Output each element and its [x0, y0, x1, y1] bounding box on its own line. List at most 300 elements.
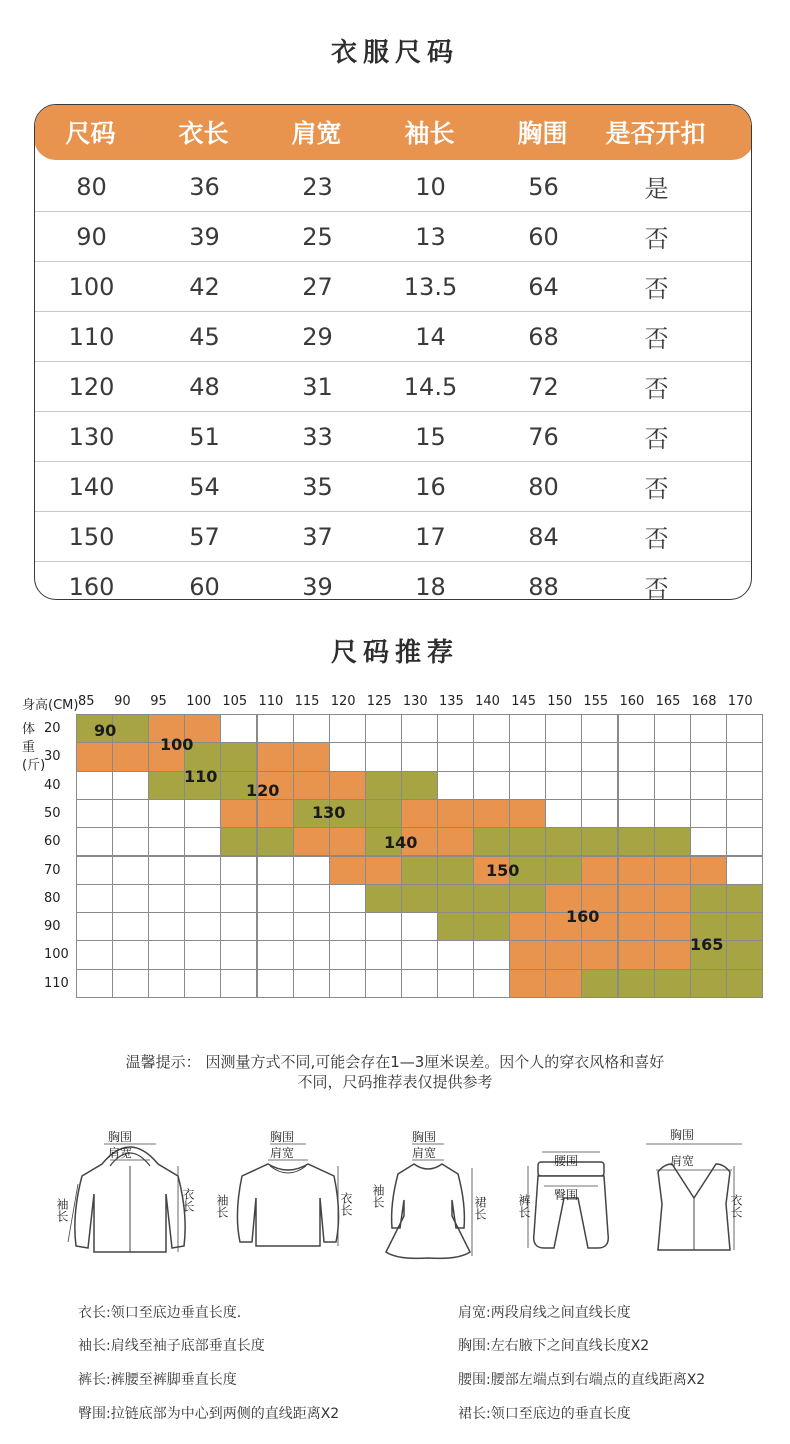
size-table-cell: 25 — [302, 222, 333, 251]
recommended-size-label: 90 — [94, 721, 117, 740]
grid-cell — [112, 714, 149, 743]
grid-cell — [581, 940, 618, 969]
weight-label: 110 — [44, 975, 69, 991]
height-label: 145 — [511, 694, 537, 709]
dress-chest-label: 胸围 — [412, 1130, 437, 1144]
grid-cell — [148, 940, 185, 969]
dress-diagram — [368, 1124, 488, 1264]
grid-cell — [329, 742, 366, 771]
grid-cell — [581, 969, 618, 998]
grid-cell — [112, 827, 149, 856]
grid-cell — [257, 827, 294, 856]
grid-cell — [365, 771, 402, 800]
grid-cell — [76, 827, 113, 856]
weight-label: 50 — [44, 805, 61, 821]
grid-cell — [654, 799, 691, 828]
weight-axis-label: 体重(斤) — [22, 722, 46, 773]
size-table-cell: 13 — [415, 222, 446, 251]
grid-cell — [618, 940, 655, 969]
grid-cell — [581, 799, 618, 828]
weight-label: 30 — [44, 749, 61, 765]
grid-cell — [112, 969, 149, 998]
grid-cell — [473, 940, 510, 969]
weight-label: 100 — [44, 947, 69, 963]
grid-cell — [365, 940, 402, 969]
size-table-cell: 39 — [302, 572, 333, 600]
dress-shoulder-label: 肩宽 — [412, 1146, 437, 1160]
grid-cell — [473, 969, 510, 998]
grid-cell — [545, 827, 582, 856]
size-header-cell: 是否开扣 — [605, 119, 706, 148]
grid-cell — [618, 969, 655, 998]
grid-cell — [654, 771, 691, 800]
size-table-cell: 72 — [528, 372, 559, 401]
size-table-cell: 42 — [189, 272, 220, 301]
size-table-cell: 36 — [189, 172, 220, 201]
weight-label: 90 — [44, 919, 61, 935]
def-chest: 胸围:左右腋下之间直线长度X2 — [458, 1338, 650, 1354]
grid-cell — [401, 799, 438, 828]
size-table-cell: 110 — [68, 322, 115, 351]
size-table-cell: 否 — [644, 425, 669, 453]
grid-cell — [726, 799, 763, 828]
grid-cell — [545, 714, 582, 743]
pants-waist-label: 腰围 — [554, 1154, 579, 1168]
height-label: 90 — [114, 694, 131, 709]
recommended-size-label: 130 — [312, 803, 346, 822]
grid-cell — [220, 856, 257, 885]
clothes-size-title: 衣服尺码 — [330, 38, 459, 68]
size-table-cell: 150 — [68, 522, 115, 551]
grid-cell — [509, 714, 546, 743]
grid-cell — [112, 771, 149, 800]
grid-cell — [437, 969, 474, 998]
size-header-cell: 衣长 — [178, 119, 229, 148]
def-hip: 臀围:拉链底部为中心到两侧的直线距离X2 — [78, 1406, 340, 1422]
size-table-cell: 140 — [68, 472, 115, 501]
grid-cell — [437, 742, 474, 771]
tip-line-2: 不同，尺码推荐表仅提供参考 — [297, 1073, 493, 1091]
grid-cell — [76, 799, 113, 828]
grid-cell — [184, 940, 221, 969]
sweater-sleeve-label: 袖长 — [215, 1194, 229, 1218]
grid-cell — [618, 856, 655, 885]
grid-cell — [257, 969, 294, 998]
size-table-cell: 15 — [415, 422, 446, 451]
grid-cell — [473, 912, 510, 941]
tip-line-1: 温馨提示： 因测量方式不同,可能会存在1—3厘米误差。因个人的穿衣风格和喜好 — [125, 1053, 665, 1071]
grid-cell — [293, 940, 330, 969]
grid-cell — [257, 912, 294, 941]
grid-cell — [690, 884, 727, 913]
size-table-cell: 90 — [76, 222, 107, 251]
grid-cell — [654, 940, 691, 969]
grid-cell — [329, 771, 366, 800]
table-row — [35, 362, 751, 412]
jacket-chest-label: 胸围 — [108, 1130, 133, 1144]
height-label: 120 — [330, 694, 356, 709]
grid-cell — [257, 714, 294, 743]
size-table-cell: 10 — [415, 172, 446, 201]
grid-cell — [437, 884, 474, 913]
grid-cell — [509, 742, 546, 771]
vest-diagram — [634, 1124, 754, 1264]
size-table-cell: 否 — [644, 275, 669, 303]
dress-sleeve-label: 袖长 — [371, 1184, 385, 1208]
grid-cell — [220, 969, 257, 998]
grid-cell — [618, 771, 655, 800]
grid-cell — [329, 884, 366, 913]
grid-cell — [437, 912, 474, 941]
size-table-cell: 33 — [302, 422, 333, 451]
grid-cell — [401, 742, 438, 771]
size-table-header — [34, 104, 752, 160]
grid-cell — [654, 742, 691, 771]
weight-label: 60 — [44, 834, 61, 850]
grid-cell — [220, 827, 257, 856]
size-table-cell: 16 — [415, 472, 446, 501]
grid-cell — [220, 799, 257, 828]
size-recommendation-grid — [0, 685, 790, 1005]
grid-cell — [329, 827, 366, 856]
grid-cell — [509, 912, 546, 941]
grid-cell — [220, 884, 257, 913]
grid-cell — [726, 884, 763, 913]
grid-cell — [184, 827, 221, 856]
grid-cell — [184, 969, 221, 998]
size-header-cell: 胸围 — [517, 119, 568, 148]
grid-cell — [581, 856, 618, 885]
size-table-cell: 76 — [528, 422, 559, 451]
size-table-cell: 64 — [528, 272, 559, 301]
grid-cell — [509, 884, 546, 913]
jacket-shoulder-label: 肩宽 — [108, 1146, 133, 1160]
grid-cell — [76, 771, 113, 800]
grid-cell — [401, 912, 438, 941]
grid-cell — [365, 969, 402, 998]
size-table-cell: 31 — [302, 372, 333, 401]
height-label: 110 — [258, 694, 284, 709]
size-table-cell: 否 — [644, 475, 669, 503]
dress-length-label: 裙长 — [473, 1196, 487, 1220]
grid-cell — [509, 969, 546, 998]
height-label: 95 — [150, 694, 167, 709]
height-axis-label: 身高(CM) — [22, 698, 79, 713]
grid-cell — [690, 827, 727, 856]
grid-cell — [293, 771, 330, 800]
height-label: 155 — [583, 694, 609, 709]
grid-cell — [690, 714, 727, 743]
grid-cell — [581, 742, 618, 771]
size-table-cell: 否 — [644, 225, 669, 253]
size-header-cell: 肩宽 — [291, 119, 342, 148]
grid-cell — [726, 940, 763, 969]
grid-cell — [148, 912, 185, 941]
grid-cell — [437, 714, 474, 743]
grid-cell — [184, 884, 221, 913]
measurement-tip — [0, 1052, 790, 1092]
size-table-cell: 37 — [302, 522, 333, 551]
size-table-cell: 60 — [528, 222, 559, 251]
height-label: 85 — [78, 694, 95, 709]
grid-cell — [293, 912, 330, 941]
size-table-cell: 120 — [68, 372, 115, 401]
grid-cell — [726, 856, 763, 885]
size-table-cell: 54 — [189, 472, 220, 501]
grid-cell — [690, 969, 727, 998]
table-row — [35, 262, 751, 312]
grid-cell — [690, 742, 727, 771]
weight-label: 20 — [44, 721, 61, 736]
recommended-size-label: 165 — [690, 935, 724, 954]
grid-cell — [654, 827, 691, 856]
grid-cell — [257, 742, 294, 771]
grid-cell — [401, 969, 438, 998]
size-table-cell: 35 — [302, 472, 333, 501]
grid-cell — [690, 799, 727, 828]
grid-cell — [184, 799, 221, 828]
grid-cell — [618, 714, 655, 743]
pants-diagram — [508, 1124, 628, 1264]
grid-cell — [545, 856, 582, 885]
grid-cell — [437, 799, 474, 828]
jacket-sleeve-label: 袖长 — [55, 1198, 69, 1222]
grid-cell — [618, 884, 655, 913]
grid-cell — [76, 884, 113, 913]
grid-cell — [148, 771, 185, 800]
recommended-size-label: 150 — [486, 861, 520, 880]
grid-cell — [293, 856, 330, 885]
grid-cell — [581, 714, 618, 743]
grid-cell — [365, 884, 402, 913]
recommended-size-label: 120 — [246, 781, 280, 800]
size-table-cell: 100 — [68, 272, 115, 301]
size-table-cell: 80 — [76, 172, 107, 201]
height-label: 165 — [655, 694, 681, 709]
grid-cell — [618, 742, 655, 771]
grid-cell — [545, 940, 582, 969]
size-table-cell: 130 — [68, 422, 115, 451]
size-table-cell: 88 — [528, 572, 559, 600]
grid-cell — [257, 940, 294, 969]
grid-cell — [654, 856, 691, 885]
vest-length-label: 衣长 — [729, 1194, 743, 1218]
pants-hip-label: 臀围 — [554, 1188, 579, 1202]
grid-cell — [473, 884, 510, 913]
size-table-cell: 否 — [644, 325, 669, 353]
recommended-size-label: 160 — [566, 907, 600, 926]
height-label: 115 — [294, 694, 320, 709]
grid-cell — [220, 742, 257, 771]
grid-cell — [401, 940, 438, 969]
table-row — [35, 212, 751, 262]
size-table-cell: 27 — [302, 272, 333, 301]
size-table-cell: 57 — [189, 522, 220, 551]
grid-cell — [220, 940, 257, 969]
grid-cell — [112, 940, 149, 969]
grid-cell — [473, 799, 510, 828]
size-header-cell: 袖长 — [404, 119, 455, 148]
grid-cell — [726, 969, 763, 998]
grid-cell — [654, 969, 691, 998]
grid-cell — [329, 856, 366, 885]
grid-cell — [76, 856, 113, 885]
grid-cell — [76, 969, 113, 998]
size-table-cell: 29 — [302, 322, 333, 351]
grid-cell — [293, 714, 330, 743]
grid-cell — [329, 940, 366, 969]
table-row — [35, 162, 751, 212]
grid-cell — [184, 856, 221, 885]
grid-cell — [437, 827, 474, 856]
size-table-cell: 18 — [415, 572, 446, 600]
vest-shoulder-label: 肩宽 — [670, 1154, 695, 1168]
grid-cell — [509, 771, 546, 800]
grid-cell — [726, 912, 763, 941]
grid-cell — [365, 912, 402, 941]
grid-cell — [509, 940, 546, 969]
grid-cell — [329, 912, 366, 941]
size-header-cell: 尺码 — [65, 119, 116, 148]
grid-cell — [545, 969, 582, 998]
size-table-cell: 否 — [644, 575, 669, 600]
size-table-cell: 否 — [644, 525, 669, 553]
sweater-shoulder-label: 肩宽 — [270, 1146, 295, 1160]
table-row — [35, 562, 751, 600]
grid-cell — [654, 912, 691, 941]
size-table-cell: 80 — [528, 472, 559, 501]
size-table-cell: 45 — [189, 322, 220, 351]
size-table-cell: 60 — [189, 572, 220, 600]
def-skirt-length: 裙长:领口至底边的垂直长度 — [458, 1406, 631, 1422]
grid-cell — [148, 884, 185, 913]
grid-cell — [618, 912, 655, 941]
grid-cell — [76, 940, 113, 969]
grid-cell — [473, 714, 510, 743]
grid-cell — [473, 771, 510, 800]
size-table-cell: 23 — [302, 172, 333, 201]
def-length: 衣长:领口至底边垂直长度. — [78, 1305, 242, 1321]
weight-label: 80 — [44, 890, 61, 906]
pants-length-label: 裤长 — [517, 1194, 531, 1218]
jacket-length-label: 衣长 — [181, 1188, 195, 1212]
sweater-length-label: 衣长 — [339, 1192, 353, 1216]
grid-cell — [618, 827, 655, 856]
height-label: 160 — [619, 694, 645, 709]
grid-cell — [257, 799, 294, 828]
grid-cell — [509, 827, 546, 856]
grid-cell — [401, 884, 438, 913]
grid-cell — [148, 856, 185, 885]
height-label: 140 — [475, 694, 500, 709]
table-row — [35, 412, 751, 462]
grid-cell — [690, 856, 727, 885]
grid-cell — [365, 714, 402, 743]
size-table-cell: 160 — [68, 572, 115, 600]
weight-label: 40 — [44, 777, 61, 793]
grid-cell — [293, 884, 330, 913]
grid-cell — [473, 827, 510, 856]
grid-cell — [112, 912, 149, 941]
size-recommend-title: 尺码推荐 — [330, 638, 459, 668]
size-table-cell: 84 — [528, 522, 559, 551]
size-table-cell: 14.5 — [403, 372, 458, 401]
table-row — [35, 462, 751, 512]
size-table-cell: 51 — [189, 422, 220, 451]
grid-cell — [257, 856, 294, 885]
height-label: 105 — [222, 694, 248, 709]
table-row — [35, 312, 751, 362]
recommended-size-label: 100 — [160, 735, 194, 754]
grid-cell — [654, 884, 691, 913]
size-table-cell: 否 — [644, 375, 669, 403]
grid-cell — [437, 856, 474, 885]
grid-cell — [148, 827, 185, 856]
size-table-cell: 56 — [528, 172, 559, 201]
grid-cell — [401, 856, 438, 885]
def-sleeve: 袖长:肩线至袖子底部垂直长度 — [78, 1338, 265, 1354]
height-label: 170 — [727, 694, 753, 709]
grid-cell — [726, 742, 763, 771]
grid-cell — [726, 771, 763, 800]
grid-cell — [581, 771, 618, 800]
grid-cell — [545, 742, 582, 771]
recommended-size-label: 110 — [184, 767, 218, 786]
grid-cell — [690, 771, 727, 800]
vest-chest-label: 胸围 — [670, 1128, 695, 1142]
grid-cell — [148, 799, 185, 828]
height-label: 100 — [186, 694, 212, 709]
def-waist: 腰围:腰部左端点到右端点的直线距离X2 — [458, 1372, 706, 1388]
grid-cell — [112, 799, 149, 828]
height-label: 130 — [402, 694, 428, 709]
grid-cell — [329, 969, 366, 998]
weight-label: 70 — [44, 862, 61, 878]
recommended-size-label: 140 — [384, 833, 418, 852]
grid-cell — [293, 742, 330, 771]
grid-cell — [365, 799, 402, 828]
size-table-cell: 14 — [415, 322, 446, 351]
height-label: 150 — [547, 694, 573, 709]
grid-cell — [112, 884, 149, 913]
size-table — [34, 104, 752, 600]
size-table-cell: 68 — [528, 322, 559, 351]
grid-cell — [220, 714, 257, 743]
grid-cell — [76, 742, 113, 771]
grid-cell — [112, 742, 149, 771]
grid-cell — [365, 856, 402, 885]
grid-cell — [220, 912, 257, 941]
grid-cell — [654, 714, 691, 743]
grid-cell — [257, 884, 294, 913]
grid-cell — [545, 799, 582, 828]
grid-cell — [148, 969, 185, 998]
grid-cell — [437, 940, 474, 969]
grid-cell — [293, 969, 330, 998]
size-table-cell: 13.5 — [403, 272, 458, 301]
grid-cell — [726, 714, 763, 743]
grid-cell — [112, 856, 149, 885]
grid-cell — [726, 827, 763, 856]
grid-cell — [365, 742, 402, 771]
height-label: 168 — [691, 694, 717, 709]
grid-cell — [545, 771, 582, 800]
size-table-cell: 是 — [644, 175, 669, 203]
height-label: 125 — [366, 694, 392, 709]
size-table-cell: 17 — [415, 522, 446, 551]
sweater-chest-label: 胸围 — [270, 1130, 295, 1144]
table-row — [35, 512, 751, 562]
